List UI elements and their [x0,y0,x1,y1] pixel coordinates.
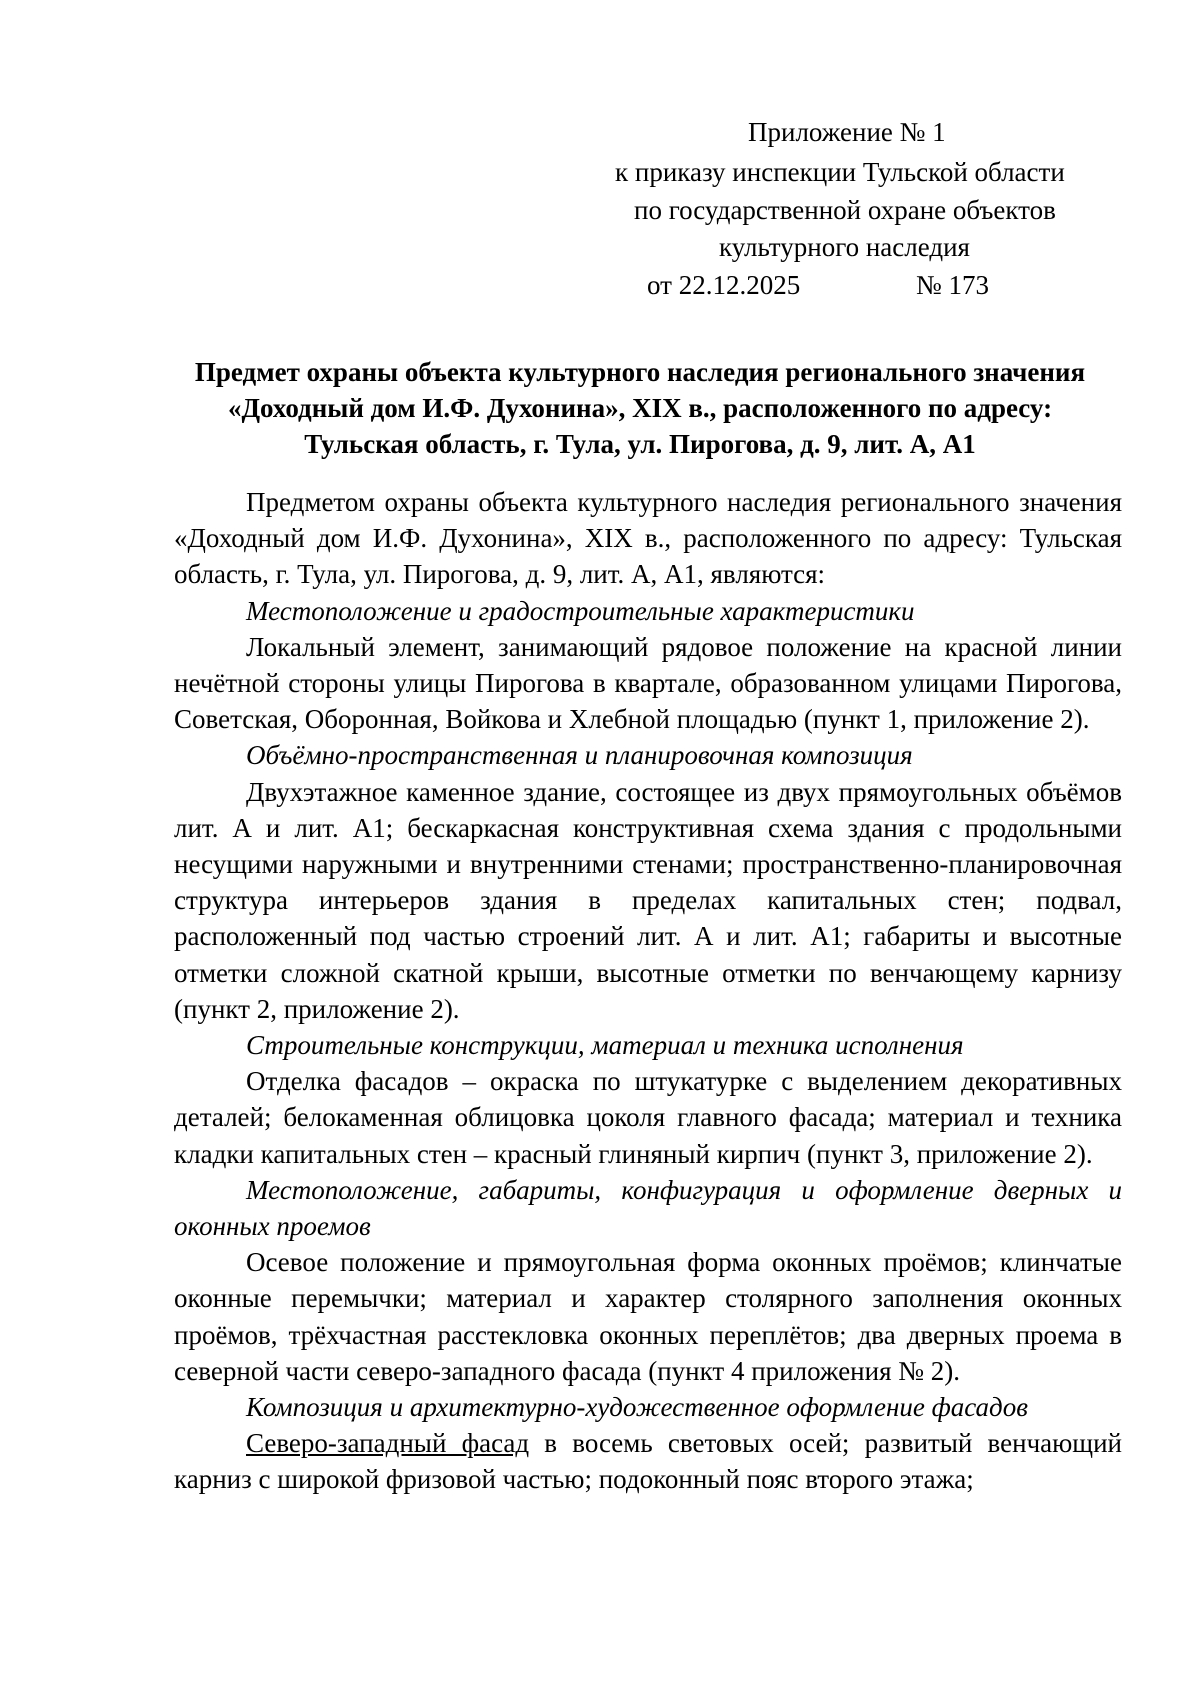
section-heading: Композиция и архитектурно-художественное оформление фасадов [246,1392,1028,1423]
appendix-date: от 22.12.2025 [647,270,801,300]
appendix-number: Приложение № 1 [748,117,946,147]
title-line-1: Предмет охраны объекта культурного наследия регионального значения [194,357,1086,387]
section-paragraph: Локальный элемент, занимающий рядовое положение на красной линии нечётной стороны улицы Пирогова в квартале, образованном улицами Пирогова, Советская, Оборонная, Войкова и Хлебной площадью (пункт 1, приложение 2). [174,631,1122,735]
section-heading: Объёмно-пространственная и планировочная композиция [246,740,913,771]
section-heading: Строительные конструкции, материал и техника исполнения [246,1030,964,1061]
title-line-2: «Доходный дом И.Ф. Духонина», XIX в., расположенного по адресу: [227,393,1053,423]
facade-description: в восемь световых осей; развитый венчающий карниз с широкой фризовой частью; подоконный пояс второго этажа; [174,1428,1122,1495]
appendix-authority-line: по государственной охране объектов [634,195,1056,225]
intro-paragraph: Предметом охраны объекта культурного наследия регионального значения «Доходный дом И.Ф. Духонина», XIX в., расположенного по адресу: Тульская область, г. Тула, ул. Пирогова, д. 9, лит. А, А1, являются: [174,487,1122,590]
facade-name-underlined: Северо-западный фасад [246,1428,530,1459]
document-body [174,484,1122,1498]
section-heading: Местоположение, габариты, конфигурация и оформление дверных и оконных проемов [174,1174,1122,1242]
section-paragraph: Двухэтажное каменное здание, состоящее из двух прямоугольных объёмов лит. А и лит. А1; бескаркасная конструктивная схема здания с продольными несущими наружными и внутренними стенами; пространственно-планировочная структура интерьеров здания в пределах капитальных стен; подвал, расположенный под частью строений лит. А и лит. А1; габариты и высотные отметки сложной скатной крыши, высотные отметки по венчающему карнизу (пункт 2, приложение 2). [174,776,1122,1024]
appendix-order-number: № 173 [916,270,990,300]
appendix-order-line: к приказу инспекции Тульской области [615,157,1065,187]
section-heading: Местоположение и градостроительные характеристики [246,595,915,626]
section-paragraph: Отделка фасадов – окраска по штукатурке с выделением декоративных деталей; белокаменная облицовка цоколя главного фасада; материал и техника кладки капитальных стен – красный глиняный кирпич (пункт 3, приложение 2). [174,1066,1122,1169]
section-paragraph: Осевое положение и прямоугольная форма оконных проёмов; клинчатые оконные перемычки; материал и характер столярного заполнения оконных проёмов, трёхчастная расстекловка оконных переплётов; два дверных проема в северной части северо-западного фасада (пункт 4 приложения № 2). [174,1247,1122,1386]
section-paragraph [174,1425,1122,1497]
appendix-heritage-line: культурного наследия [719,232,970,262]
title-line-3: Тульская область, г. Тула, ул. Пирогова, д. 9, лит. А, А1 [304,429,976,459]
document-title [150,354,1130,462]
